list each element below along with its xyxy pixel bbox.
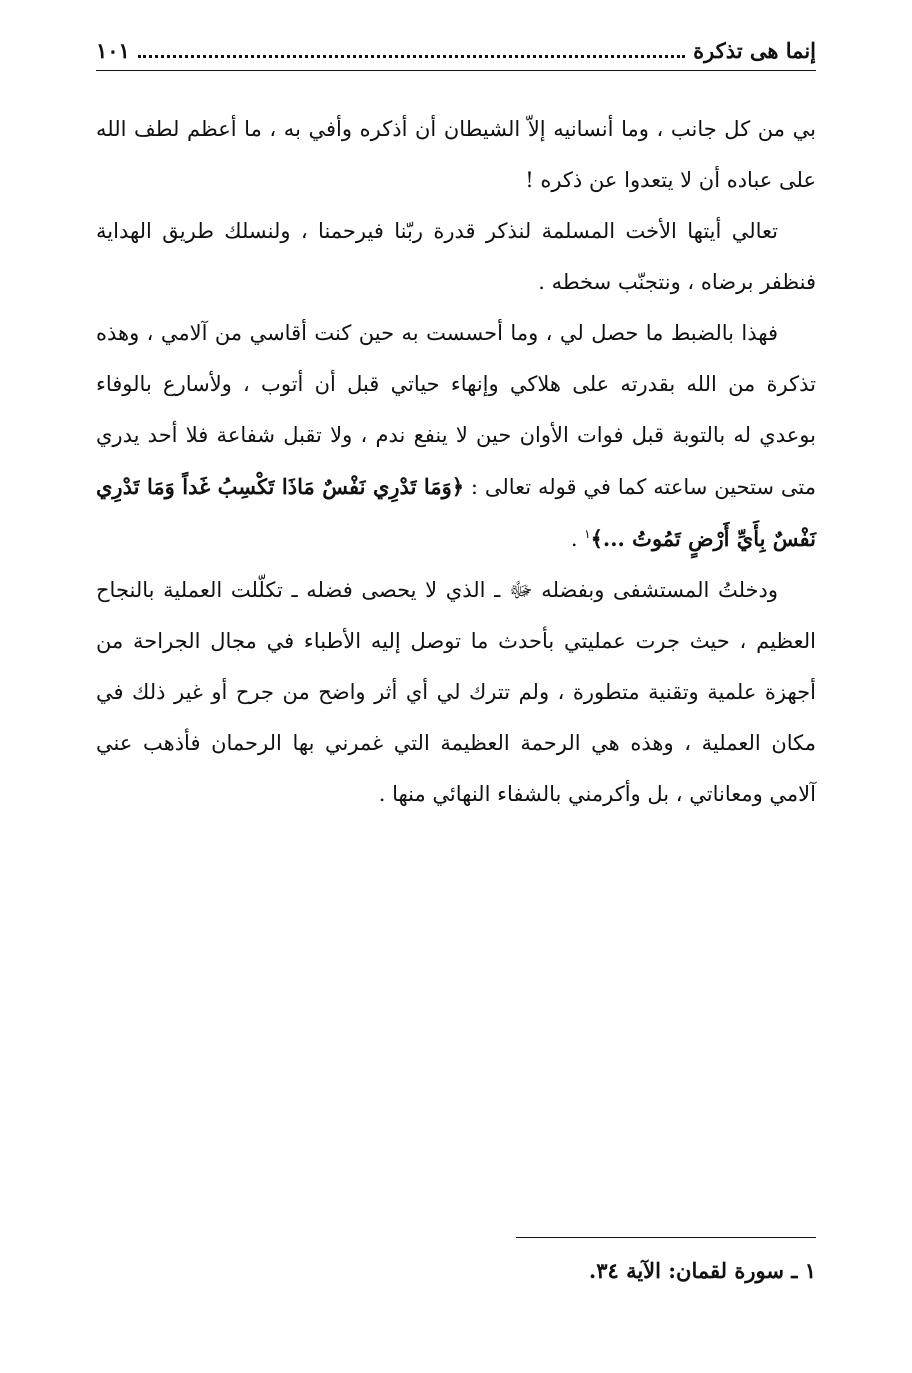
paragraph-3	[96, 308, 816, 565]
paragraph-1: بي من كل جانب ، وما أنسانيه إلاّ الشيطان أن أذكره وأفي به ، ما أعظم لطف الله على عباده أن لا يتعدوا عن ذكره !	[96, 117, 816, 192]
paragraph-2: تعالي أيتها الأخت المسلمة لنذكر قدرة ربّنا فيرحمنا ، ولنسلك طريق الهداية فنظفر برضاه ، ونتجنّب سخطه .	[96, 219, 816, 294]
quran-verse: ﴿وَمَا تَدْرِي نَفْسٌ مَاذَا تَكْسِبُ غَداً وَمَا تَدْرِي نَفْسٌ بِأَيِّ أَرْضٍ تَمُوتُ ...﴾	[96, 474, 816, 551]
paragraph-3-text: فهذا بالضبط ما حصل لي ، وما أحسست به حين كنت أقاسي من آلامي ، وهذه تذكرة من الله بقدرته على هلاكي وإنهاء حياتي قبل أن أتوب ، ولأسارع بالوفاء بوعدي له بالتوبة قبل فوات الأوان حين لا ينفع ندم ، ولا تقبل شفاعة فلا أحد يدري متى ستحين ساعته كما في قوله تعالى :	[96, 321, 816, 499]
running-header	[96, 30, 816, 71]
footnote: ١ ـ سورة لقمان: الآية ٣٤.	[588, 1258, 816, 1283]
paragraph-3-end: .	[570, 527, 585, 551]
body-text	[96, 104, 816, 820]
paragraph-4: ودخلتُ المستشفى وبفضله ﷻ ـ الذي لا يحصى فضله ـ تكلّلت العملية بالنجاح العظيم ، حيث جرت عمليتي بأحدث ما توصل إليه الأطباء في مجال الجراحة من أجهزة علمية وتقنية متطورة ، ولم تترك لي أي أثر واضح من جرح أو غير ذلك في مكان العملية ، وهذه هي الرحمة العظيمة التي غمرني بها الرحمان فأذهب عني آلامي ومعاناتي ، بل وأكرمني بالشفاء النهائي منها .	[96, 578, 816, 806]
header-title: إنما هى تذكرة	[693, 37, 816, 63]
header-dot-leader	[138, 55, 685, 58]
footnote-divider	[516, 1237, 816, 1238]
footnote-reference: ١	[584, 527, 591, 541]
page-number: ١٠١	[96, 37, 130, 63]
